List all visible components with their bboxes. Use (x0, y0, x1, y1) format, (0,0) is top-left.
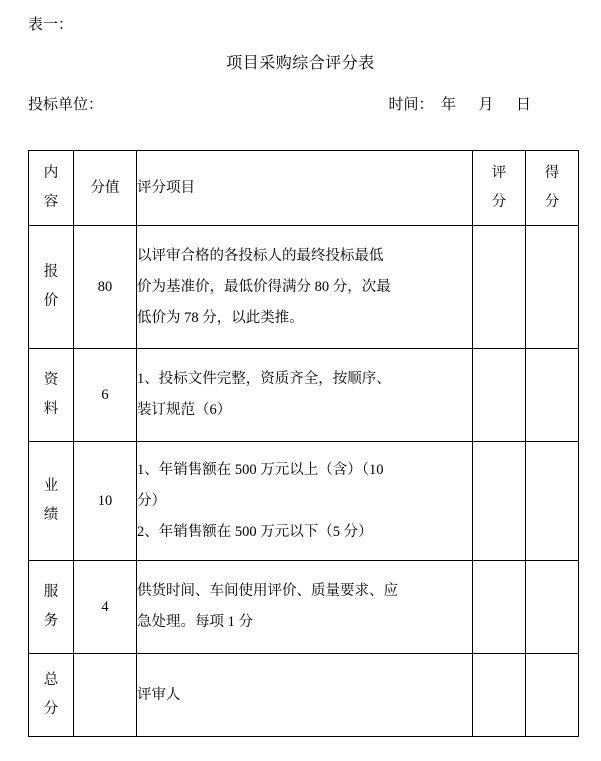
row-score: 6 (74, 349, 137, 442)
row-content-line-2: 价 (43, 293, 59, 309)
row-result-score[interactable] (526, 226, 579, 349)
row-item-line: 供货时间、车间使用评价、质量要求、应 (137, 583, 398, 599)
row-result-score[interactable] (526, 561, 579, 654)
row-item (137, 349, 473, 442)
table-row (29, 654, 579, 737)
row-content (29, 442, 74, 561)
row-content (29, 654, 74, 737)
header-item: 评分项目 (137, 151, 473, 226)
row-content-line-2: 分 (43, 701, 59, 717)
header-content-line-2: 容 (43, 194, 59, 210)
row-item-line: 低价为 78 分，以此类推。 (137, 309, 304, 326)
row-score: 10 (74, 442, 137, 561)
row-item (137, 561, 473, 654)
row-content (29, 561, 74, 654)
header-result-line-2: 分 (544, 194, 560, 210)
row-content-line-1: 服 (43, 584, 59, 600)
row-content-line-1: 资 (43, 372, 59, 388)
row-item (137, 442, 473, 561)
row-score: 80 (74, 226, 137, 349)
table-row (29, 442, 579, 561)
row-score: 4 (74, 561, 137, 654)
row-content (29, 226, 74, 349)
page-title: 项目采购综合评分表 (226, 55, 375, 72)
row-content-line-1: 业 (43, 478, 59, 494)
row-item-line: 1、投标文件完整，资质齐全，按顺序、 (137, 371, 391, 387)
header-review-line-2: 分 (491, 194, 507, 210)
row-review-score[interactable] (473, 442, 526, 561)
row-item-line: 以评审合格的各投标人的最终投标最低 (137, 247, 384, 264)
row-content-line-1: 报 (43, 264, 59, 280)
row-review-score[interactable] (473, 654, 526, 737)
row-result-score[interactable] (526, 654, 579, 737)
row-item-line: 分） (137, 492, 166, 509)
table-row (29, 561, 579, 654)
row-item-line: 2、年销售额在 500 万元以下（5 分） (137, 523, 373, 540)
row-item-line: 装订规范（6） (137, 402, 232, 418)
header-content (29, 151, 74, 226)
row-content-line-2: 料 (43, 401, 59, 417)
row-item-line: 1、年销售额在 500 万元以上（含）（10 (137, 461, 384, 478)
row-content-line-2: 绩 (43, 507, 59, 523)
meta-row (28, 94, 573, 116)
header-score-value: 分值 (74, 151, 137, 226)
row-item (137, 226, 473, 349)
row-content-line-2: 务 (43, 613, 59, 629)
row-item-line: 急处理。每项 1 分 (137, 614, 253, 630)
table-header-row (29, 151, 579, 226)
row-review-score[interactable] (473, 561, 526, 654)
row-review-score[interactable] (473, 226, 526, 349)
row-item (137, 654, 473, 737)
date-label: 时间： 年 月 日 (388, 97, 531, 113)
bidder-label: 投标单位： (28, 97, 104, 113)
table-row (29, 349, 579, 442)
row-score (74, 654, 137, 737)
row-review-score[interactable] (473, 349, 526, 442)
header-result-line-1: 得 (544, 165, 560, 181)
row-content (29, 349, 74, 442)
row-result-score[interactable] (526, 349, 579, 442)
table-label: 表一： (28, 17, 74, 33)
header-review-line-1: 评 (491, 165, 507, 181)
row-item-line: 价为基准价，最低价得满分 80 分，次最 (137, 278, 391, 295)
scoring-table (28, 150, 579, 737)
row-item-line: 评审人 (137, 686, 181, 703)
header-review (473, 151, 526, 226)
header-content-line-1: 内 (43, 165, 59, 181)
header-result (526, 151, 579, 226)
row-content-line-1: 总 (43, 672, 59, 688)
row-result-score[interactable] (526, 442, 579, 561)
table-row (29, 226, 579, 349)
